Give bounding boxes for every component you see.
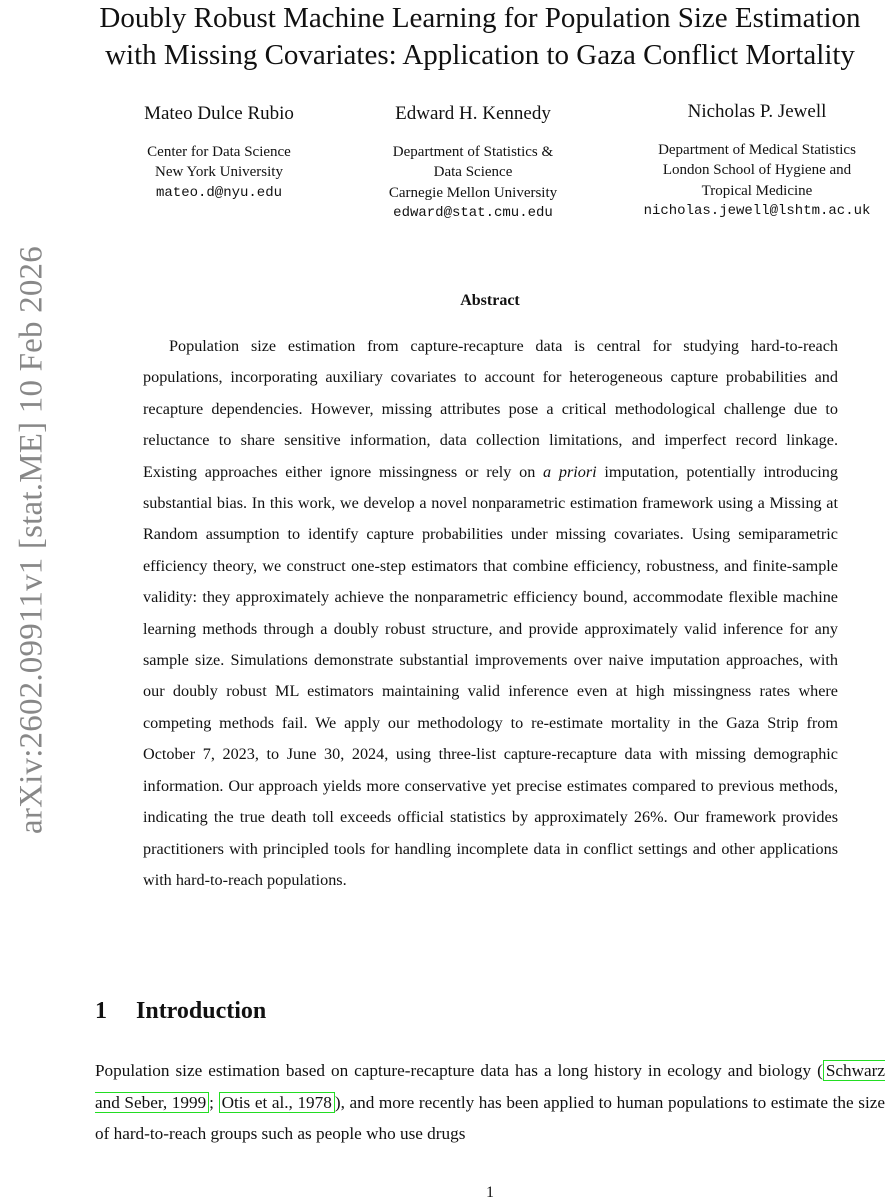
intro-text-part-1: Population size estimation based on capture-recapture data has a long history in ecology and biology (	[95, 1061, 823, 1080]
abstract-text-part-2: imputation, potentially introducing substantial bias. In this work, we develop a novel nonparametric estimation framework using a Missing at Random assumption to identify capture probabilities under missing covariates. Using semiparametric efficiency theory, we construct one-step estimators that combine efficiency, robustness, and finite-sample validity: they approximately achieve the nonparametric efficiency bound, accommodate flexible machine learning methods through a doubly robust structure, and provide approximately valid inference for any sample size. Simulations demonstrate substantial improvements over naive imputation approaches, with our doubly robust ML estimators maintaining valid inference even at high missingness rates where competing methods fail. We apply our methodology to re-estimate mortality in the Gaza Strip from October 7, 2023, to June 30, 2024, using three-list capture-recapture data with missing demographic information. Our approach yields more conservative yet precise estimates compared to previous methods, indicating the true death toll exceeds official statistics by approximately 26%. Our framework provides practitioners with principled tools for handling incomplete data in conflict settings and other applications with hard-to-reach populations.	[143, 462, 838, 889]
abstract-text-part-1: Population size estimation from capture-recapture data is central for studying hard-to-reach populations, incorporating auxiliary covariates to account for heterogeneous capture probabilities and recapture dependencies. However, missing attributes pose a critical methodological challenge due to reluctance to share sensitive information, data collection limitations, and imperfect record linkage. Existing approaches either ignore missingness or rely on	[143, 337, 838, 481]
author-block-1	[79, 104, 359, 203]
author-name: Edward H. Kennedy	[395, 103, 551, 124]
author-email: edward@stat.cmu.edu	[393, 205, 553, 221]
citation-link-schwarz-seber[interactable]: Schwarz and Seber, 1999	[95, 1061, 885, 1112]
author-affiliation-line: New York University	[155, 164, 283, 180]
section-number: 1	[95, 998, 107, 1024]
author-affiliation-line: Department of Statistics &	[392, 143, 554, 160]
author-affiliation-line: Tropical Medicine	[701, 182, 813, 199]
section-heading-introduction	[95, 998, 266, 1025]
title-line-1: Doubly Robust Machine Learning for Population Size Estimation	[99, 2, 861, 34]
author-block-2	[333, 104, 613, 224]
author-affiliation-line: Carnegie Mellon University	[388, 184, 558, 201]
author-block-3	[617, 102, 885, 222]
abstract-emphasis: a priori	[543, 462, 597, 481]
author-email: mateo.d@nyu.edu	[155, 184, 283, 201]
title-line-2: with Missing Covariates: Application to Gaza Conflict Mortality	[105, 39, 855, 71]
abstract-text	[143, 331, 838, 896]
author-email: nicholas.jewell@lshtm.ac.uk	[643, 203, 871, 219]
citation-link-otis[interactable]: Otis et al., 1978	[219, 1092, 335, 1113]
author-affiliation-line: Data Science	[433, 164, 513, 180]
section-title: Introduction	[136, 998, 267, 1024]
citation-separator: ;	[209, 1092, 219, 1112]
intro-text-part-2: ), and more recently has been applied to human populations to estimate the size of hard-to-reach groups such as people who use drugs	[95, 1092, 885, 1143]
author-affiliation-line: Department of Medical Statistics	[658, 141, 856, 158]
introduction-paragraph	[95, 1055, 885, 1150]
author-affiliation-line: London School of Hygiene and	[662, 162, 852, 178]
paper-title	[80, 0, 880, 74]
author-affiliation-line: Center for Data Science	[147, 143, 291, 160]
author-name: Mateo Dulce Rubio	[144, 103, 294, 124]
arxiv-identifier: arXiv:2602.09911v1 [stat.ME] 10 Feb 2026	[13, 246, 50, 834]
abstract-heading: Abstract	[460, 292, 520, 309]
author-name: Nicholas P. Jewell	[687, 101, 827, 122]
page-number: 1	[486, 1184, 494, 1201]
